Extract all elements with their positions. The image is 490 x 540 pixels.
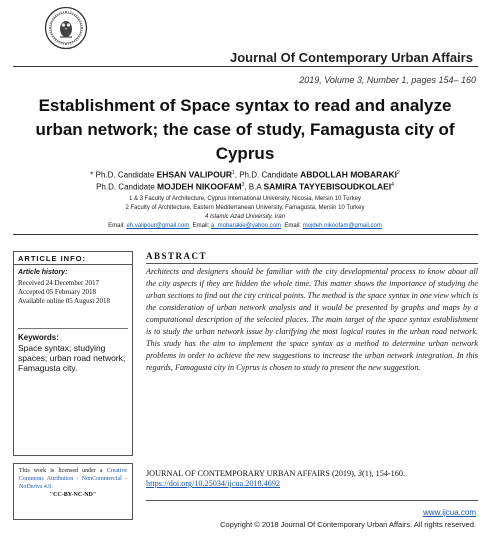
author-line	[10, 168, 480, 181]
citation-volume: 3	[357, 469, 363, 478]
license-box	[13, 463, 133, 520]
paper-title	[12, 94, 478, 166]
history-label: Article history:	[18, 269, 68, 276]
author-sup: 3	[241, 182, 245, 188]
keywords-label: Keywords:	[18, 333, 59, 342]
available-date: Available online 05 August 2018	[18, 297, 111, 305]
affiliation-text: 4 Islamic Azad University, Iran	[204, 214, 286, 220]
email-label: Email:	[108, 223, 125, 229]
email-label: Email:	[192, 223, 210, 229]
journal-logo-seal	[44, 6, 88, 50]
issue-citation: 2019, Volume 3, Number 1, pages 154– 160	[299, 75, 476, 85]
author-sup: 1	[231, 170, 235, 176]
corresponding-star: *	[90, 170, 94, 180]
citation-pages: (1), 154-160.	[362, 469, 405, 478]
author-name: MOJDEH NIKOOFAM	[157, 181, 242, 192]
license-badge: "CC-BY-NC-ND"	[49, 492, 97, 498]
abstract-rule	[146, 263, 478, 264]
separator: ,	[244, 182, 247, 192]
author-role: Ph.D. Candidate	[239, 170, 298, 180]
email-label: Email:	[284, 223, 302, 229]
title-line: urban network; the case of study, Famagusta city of	[35, 120, 455, 139]
abstract-heading: ABSTRACT	[146, 251, 208, 261]
author-sup: 2	[396, 170, 400, 176]
affiliation	[10, 213, 480, 221]
article-info-box	[13, 251, 133, 456]
citation-block	[146, 469, 476, 489]
article-info-heading: ARTICLE INFO:	[14, 252, 132, 265]
accepted-date: Accepted 05 February 2018	[18, 288, 96, 296]
author-role: B.A	[248, 182, 262, 192]
copyright-notice: Copyright © 2018 Journal Of Contemporary Urban Affairs. All rights reserved.	[220, 520, 476, 529]
author-sup: 4	[391, 182, 394, 188]
author-emails	[10, 223, 480, 229]
footer-rule	[146, 500, 478, 501]
separator: ,	[234, 170, 237, 180]
header-rule	[13, 66, 478, 67]
citation-text: JOURNAL OF CONTEMPORARY URBAN AFFAIRS (2019),	[146, 469, 358, 478]
title-line: Establishment of Space syntax to read and analyze	[38, 96, 452, 115]
email-link[interactable]: mojdeh.nikoofam@gmail.com	[302, 223, 382, 229]
email-link[interactable]: eh.valipour@gmail.com	[126, 223, 190, 229]
author-role: Ph.D. Candidate	[95, 170, 155, 180]
license-link[interactable]: Creative Commons Attribution - NonCommercial - NoDerivs 4.0.	[19, 468, 128, 490]
section-rule	[13, 234, 478, 235]
info-divider	[18, 328, 128, 329]
email-link[interactable]: a_mobarakie@yahoo.com	[210, 223, 282, 229]
doi-link[interactable]: https://doi.org/10.25034/ijcua.2018.4692	[146, 479, 281, 488]
author-role: Ph.D. Candidate	[96, 182, 155, 192]
author-name: SAMIRA TAYYEBISOUDKOLAEI	[263, 181, 392, 192]
journal-name: Journal Of Contemporary Urban Affairs	[230, 50, 473, 65]
title-line: Cyprus	[215, 144, 275, 163]
author-line	[10, 180, 480, 193]
keywords-text: Space syntax; studying spaces; urban road network; Famagusta city.	[18, 343, 126, 373]
received-date: Received 24 December 2017	[18, 279, 100, 287]
author-name: EHSAN VALIPOUR	[156, 169, 232, 180]
license-text: This work is licensed under a	[19, 468, 103, 474]
affiliation: 2 Faculty of Architecture, Eastern Mediterranean University, Famagusta, Mersin 10 Turkey	[125, 205, 365, 211]
abstract-text: Architects and designers should be familiar with the city developmental process to know about all the city aspects if they are hidden the whole time. This matter shows the importance of studying the urban sections to find out the city critical points. The method is the space syntax in one view which is the consideration of urban network analysis and it would be presented by graphs and maps by a computational description of the selected places. The main target of the space syntax establishment is to study the urban network issue by clarifying the most logical routes in the urban road network. This study has the aim to implement the space syntax as a method to determine urban network problems in order to achieve the new suggestions to increase the urban network integration. In this regards, Famagusta city in Cyprus is chosen to study to present the new suggestion.	[146, 267, 478, 373]
website-link[interactable]: www.ijcua.com	[423, 508, 476, 517]
author-name: ABDOLLAH MOBARAKI	[300, 169, 397, 180]
affiliation: 1 & 3 Faculty of Architecture, Cyprus International University, Nicosia, Mersin 10 Turkey	[129, 196, 361, 202]
